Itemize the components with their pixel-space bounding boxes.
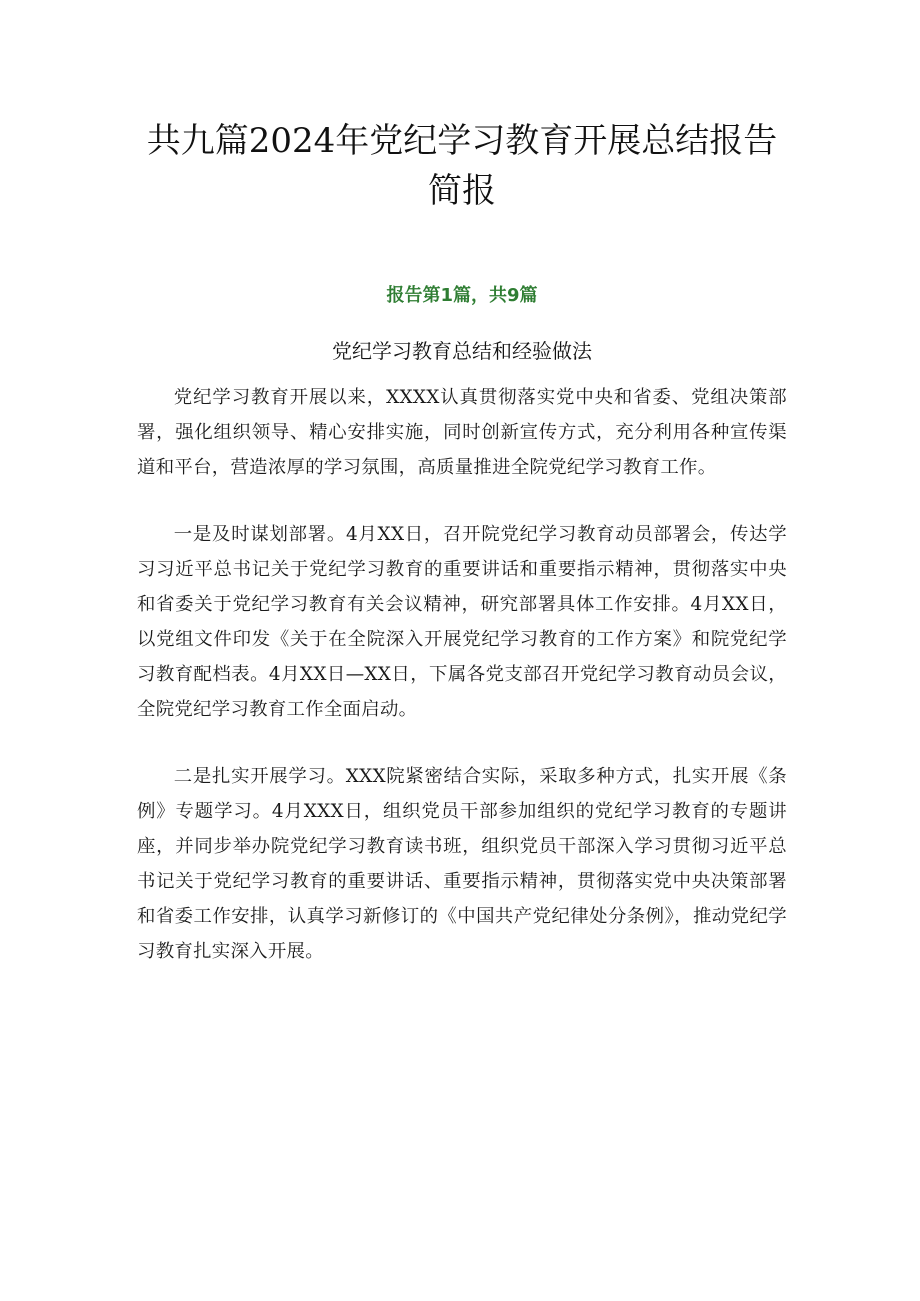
- document-title: 共九篇2024年党纪学习教育开展总结报告简报: [146, 121, 778, 211]
- paragraph-study: 二是扎实开展学习。XXX院紧密结合实际，采取多种方式，扎实开展《条例》专题学习。4月XXX日，组织党员干部参加组织的党纪学习教育的专题讲座，并同步举办院党纪学习教育读书班，组织党员干部深入学习贯彻习近平总书记关于党纪学习教育的重要讲话、重要指示精神，贯彻落实党中央决策部署和省委工作安排，认真学习新修订的《中国共产党纪律处分条例》，推动党纪学习教育扎实深入开展。: [137, 766, 787, 962]
- section-title: 党纪学习教育总结和经验做法: [332, 339, 592, 363]
- paragraph-intro: 党纪学习教育开展以来，XXXX认真贯彻落实党中央和省委、党组决策部署，强化组织领导、精心安排实施，同时创新宣传方式，充分利用各种宣传渠道和平台，营造浓厚的学习氛围，高质量推进全院党纪学习教育工作。: [137, 387, 787, 478]
- paragraph-planning: 一是及时谋划部署。4月XX日，召开院党纪学习教育动员部署会，传达学习习近平总书记关于党纪学习教育的重要讲话和重要指示精神，贯彻落实中央和省委关于党纪学习教育有关会议精神，研究部署具体工作安排。4月XX日，以党组文件印发《关于在全院深入开展党纪学习教育的工作方案》和院党纪学习教育配档表。4月XX日—XX日，下属各党支部召开党纪学习教育动员会议，全院党纪学习教育工作全面启动。: [137, 524, 787, 720]
- report-label: 报告第1篇，共9篇: [386, 285, 538, 306]
